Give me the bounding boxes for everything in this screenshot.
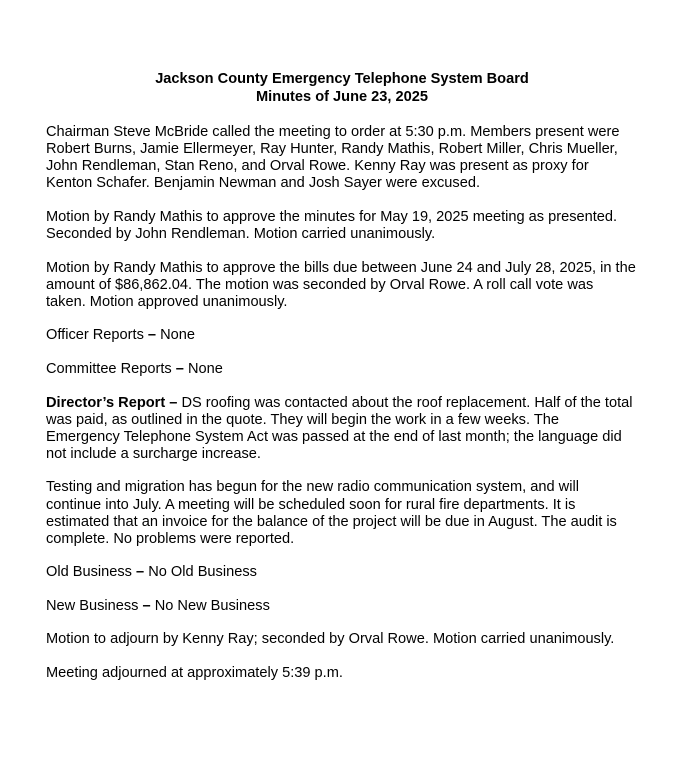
testing-migration-paragraph: Testing and migration has begun for the new radio communication system, and will continue into July. A meeting will be scheduled soon for rural fire departments. It is estimated that an invoice for the balance of the project will be due in August. The audit is complete. No problems were reported. — [46, 479, 617, 547]
adjourn-motion-paragraph: Motion to adjourn by Kenny Ray; seconded by Orval Rowe. Motion carried unanimously. — [46, 631, 615, 648]
old-business-label: Old Business — [46, 564, 132, 581]
officer-reports-value: None — [160, 327, 195, 344]
directors-report-label: Director’s Report — [46, 394, 166, 411]
old-business-dash: – — [131, 564, 149, 581]
new-business-dash: – — [138, 597, 155, 614]
title-block — [46, 70, 636, 106]
new-business-value: No New Business — [154, 597, 270, 614]
officer-reports-dash: – — [143, 327, 161, 344]
old-business-paragraph — [46, 564, 636, 581]
document-title: Jackson County Emergency Telephone System Board — [155, 71, 529, 87]
minutes-motion-paragraph: Motion by Randy Mathis to approve the minutes for May 19, 2025 meeting as presented. Seconded by John Rendleman. Motion carried unanimously. — [46, 208, 618, 242]
committee-reports-dash: – — [171, 360, 188, 377]
new-business-label: New Business — [46, 597, 139, 614]
officer-reports-label: Officer Reports — [46, 327, 144, 344]
adjourned-paragraph: Meeting adjourned at approximately 5:39 p.m. — [46, 665, 343, 682]
attendance-paragraph: Chairman Steve McBride called the meeting to order at 5:30 p.m. Members present were Robert Burns, Jamie Ellermeyer, Ray Hunter, Randy Mathis, Robert Miller, Chris Mueller, John Rendleman, Stan Reno, and Orval Rowe. Kenny Ray was present as proxy for Kenton Schafer. Benjamin Newman and Josh Sayer were excused. — [46, 124, 620, 192]
new-business-paragraph — [46, 598, 636, 615]
committee-reports-label: Committee Reports — [46, 360, 172, 377]
committee-reports-paragraph — [46, 361, 636, 378]
committee-reports-value: None — [187, 360, 223, 377]
old-business-value: No Old Business — [148, 564, 257, 581]
officer-reports-paragraph — [46, 327, 636, 344]
document-subtitle: Minutes of June 23, 2025 — [256, 89, 428, 105]
directors-report-paragraph — [46, 395, 636, 463]
bills-motion-paragraph: Motion by Randy Mathis to approve the bills due between June 24 and July 28, 2025, in the amount of $86,862.04. The motion was seconded by Orval Rowe. A roll call vote was taken. Motion approved unanimously. — [46, 259, 636, 310]
minutes-document — [46, 70, 636, 699]
directors-report-value: DS roofing was contacted about the roof replacement. Half of the total was paid, as outlined in the quote. They will begin the work in a few weeks. The Emergency Telephone System Act was passed at the end of last month; the language did not include a surcharge increase. — [46, 394, 633, 462]
directors-report-dash: – — [165, 394, 182, 411]
